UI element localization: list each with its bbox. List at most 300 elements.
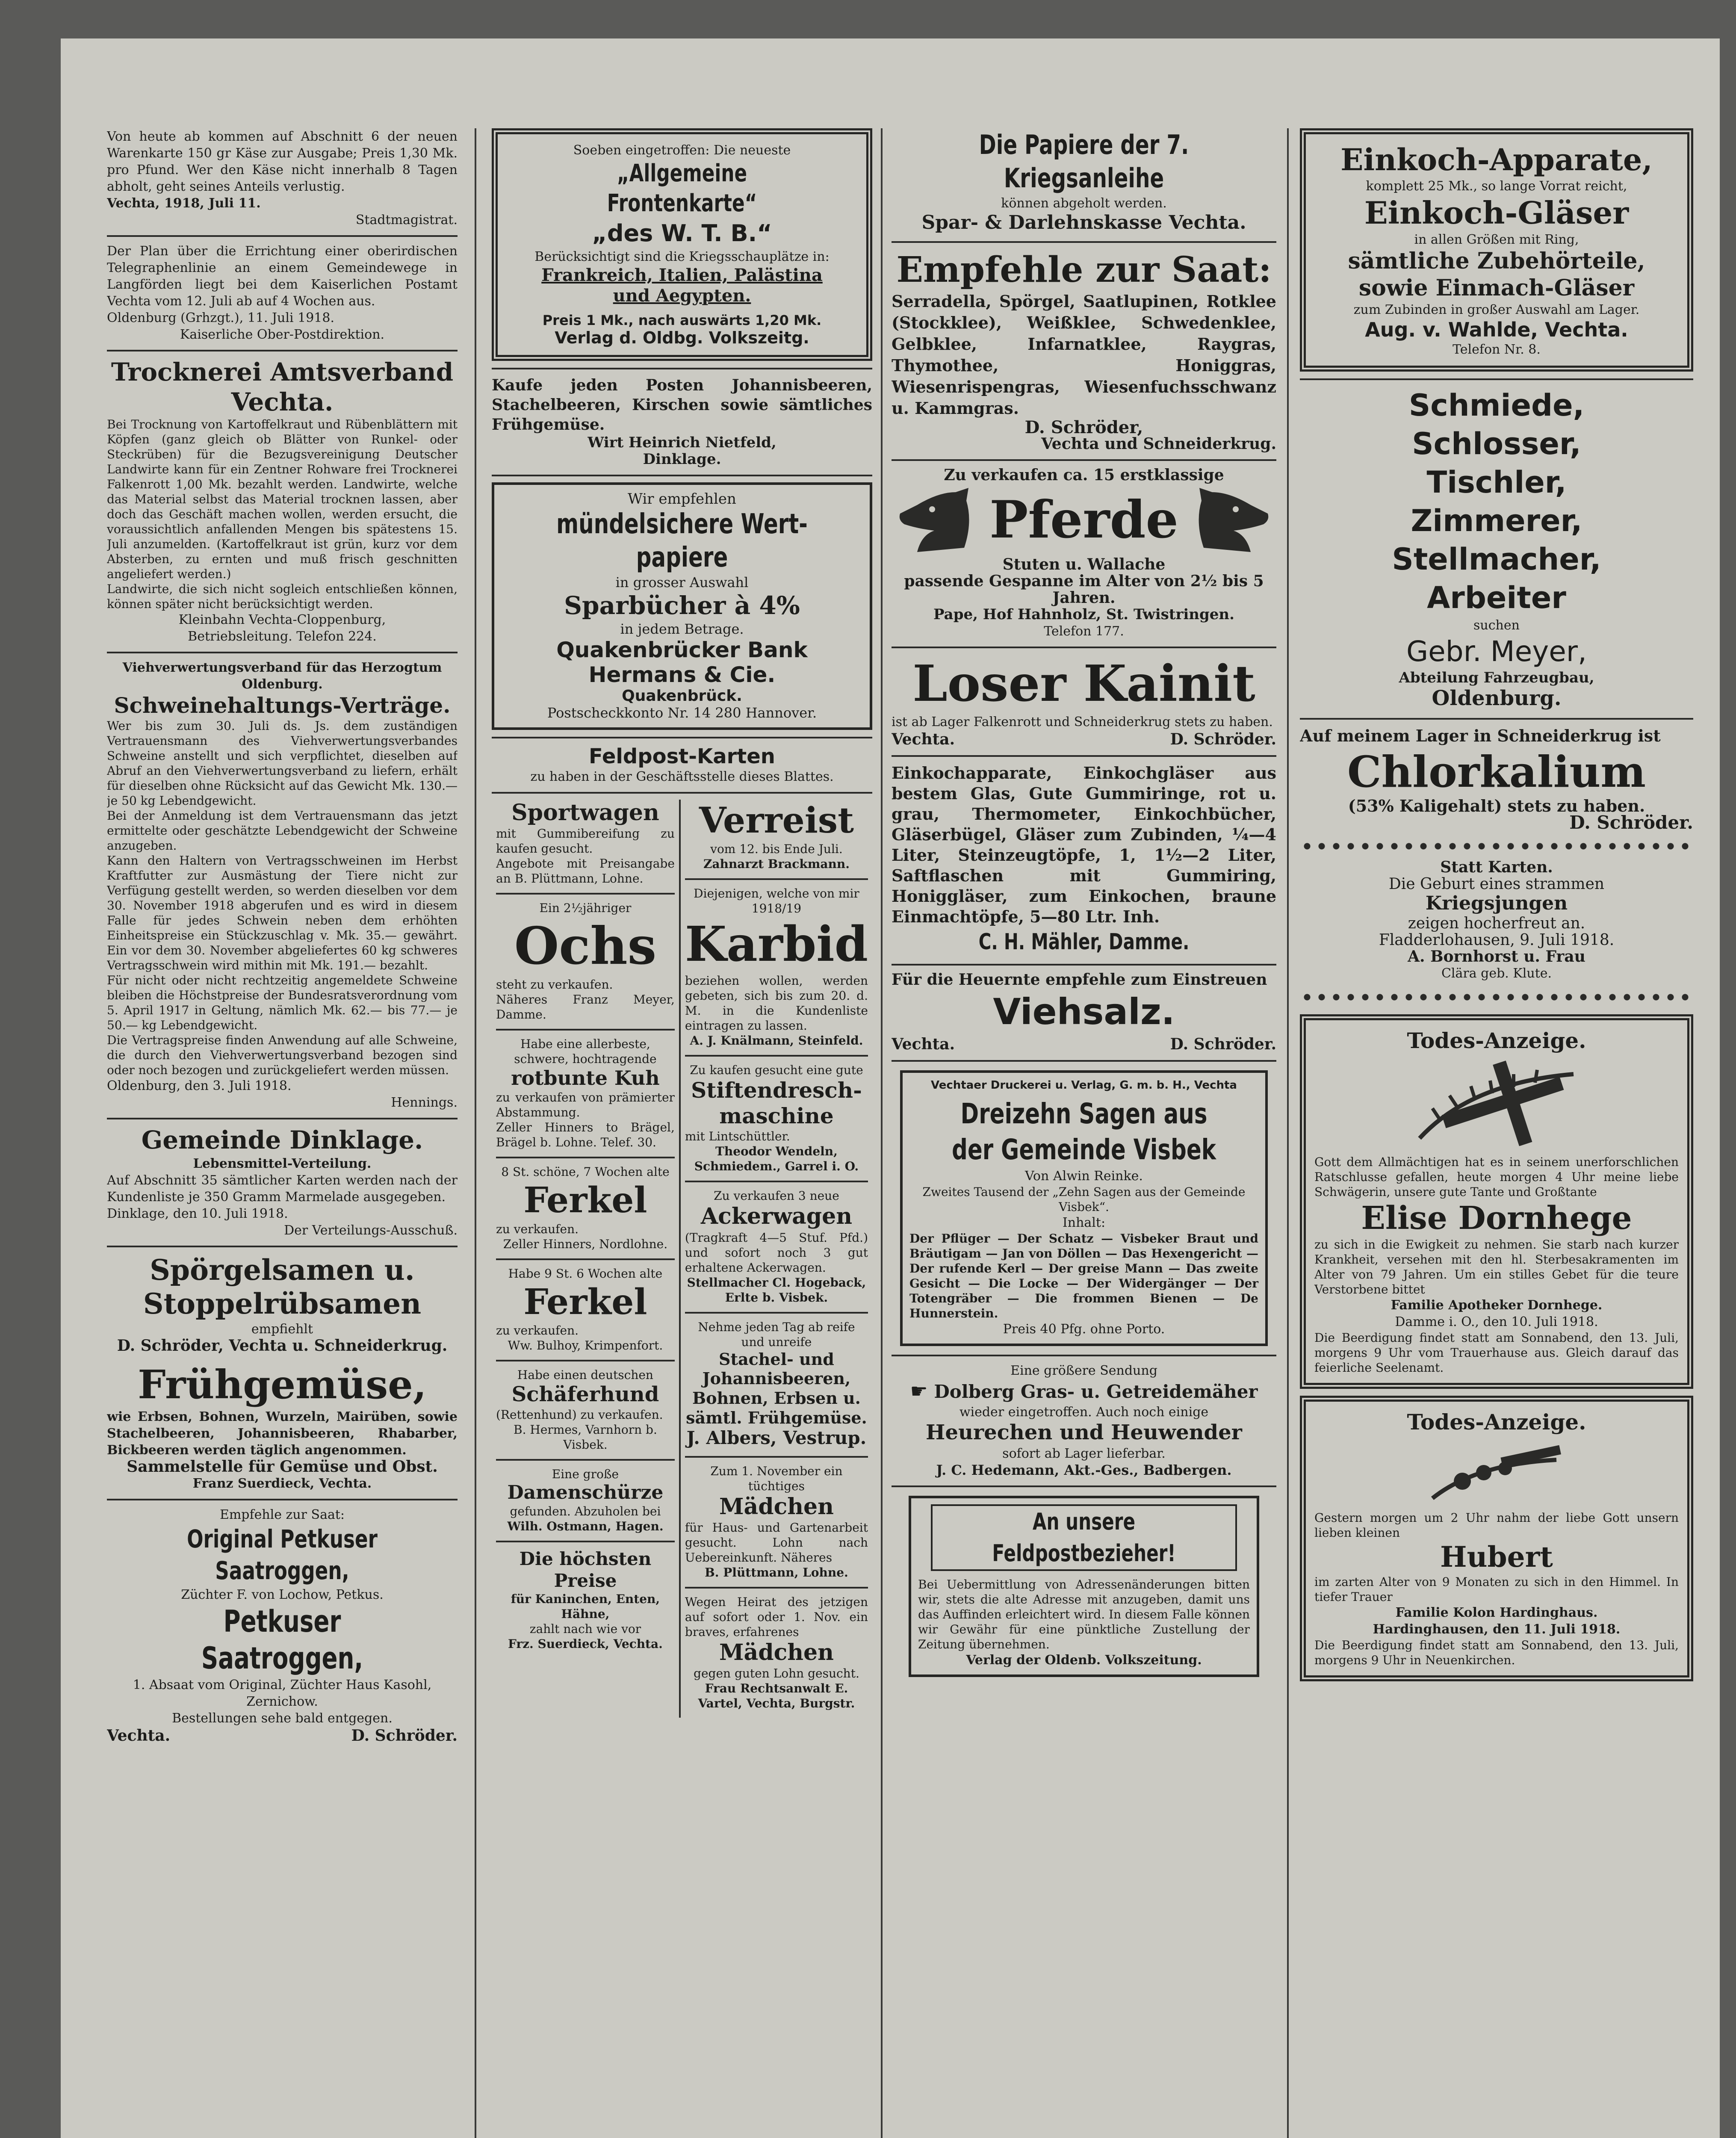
ad-footer [892,730,1276,748]
ad-countries: Frankreich, Italien, Palästina [541,265,823,285]
ad-ferkel [496,1266,675,1353]
ad-title: Schäferhund [511,1382,659,1406]
ad-text: mit Lintschüttler. [685,1129,790,1144]
ad-todes-anzeige-dornhege [1300,1014,1693,1389]
ad-text: 1. Absaat vom Original, Züchter Haus Kasohl, Zernichow. [133,1677,432,1709]
ad-petkus [107,1506,458,1745]
ad-title: Spörgelsamen u. [150,1253,415,1287]
ad-name: Spar- & Darlehnskasse Vechta. [921,212,1246,233]
ad-maedchen [685,1464,868,1580]
ad-top: Wir empfehlen [628,490,736,508]
ad-line: Sammelstelle für Gemüse und Obst. [127,1457,438,1476]
ad-price: Preis 1 Mk., nach auswärts 1,20 Mk. [542,312,822,328]
ad-text: Züchter F. von Lochow, Petkus. [181,1587,384,1602]
ad-text: Bei Trocknung von Kartoffelkraut und Rübenblättern mit Köpfen (ganz gleich ob Blätter von Runkel- oder Steckrüben) für die Bezugsvereinigung Deutscher Landwirte kann für ein Zentner Rohware frei Trocknerei Falkenrott 1,00 Mk. bezahlt werden. Landwirte, welche das Material selbst das Material trocknen lassen, aber doch das Geschäft machen wollen, werden ersucht, die voraussichtlich anfallenden Mengen bis spätestens 15. Juli anzumelden. (Kartoffelkraut ist grün, kurz vor dem Absterben, zu ernten und muß frisch geschnitten angeliefert werden.) [107,417,458,582]
ad-maedchen [685,1595,868,1711]
ad-top: Auf meinem Lager in Schneiderkrug ist [1300,726,1661,745]
ad-text: Bei der Anmeldung ist dem Vertrauensmann das jetzt ermittelte oder geschätzte Lebendgewicht der Schweine anzugeben. [107,809,458,853]
ad-text: Kaufe jeden Posten Johannisbeeren, Stachelbeeren, Kirschen sowie sämtliches Frühgemüse. [492,376,872,434]
divider [892,647,1276,648]
divider [892,459,1276,461]
horse-head-icon [1191,484,1276,556]
ad-title: Pferde [989,490,1178,550]
ad-date: Damme i. O., den 10. Juli 1918. [1395,1314,1598,1330]
ad-name: Franz Suerdieck, Vechta. [192,1476,372,1491]
ad-text: Wer bis zum 30. Juli ds. Js. dem zuständigen Vertrauensmann des Viehverwertungsverbandes Schweine anstellt und sich verpflichtet, dieselben auf Abruf an den Viehverwertungsverband zu liefern, erhält für dieselben ohne Rücksicht auf das Gewicht Mk. 130.— je 50 kg Lebendgewicht. [107,719,458,808]
ad-inhalt: Inhalt: [1062,1215,1106,1231]
ad-text: zu verkaufen. [496,1323,579,1338]
ad-title: mündelsichere Wert- [556,508,808,540]
ad-job: Schmiede, [1408,388,1585,423]
divider [107,1118,458,1119]
ad-text: für Haus- und Gartenarbeit gesucht. Lohn nach Uebereinkunft. Näheres [685,1520,868,1565]
ad-title: Ferkel [523,1180,647,1221]
ad-title: Ochs [514,915,657,976]
ad-name: Quakenbrücker Bank [556,637,808,662]
ad-place: Fladderlohausen, 9. Juli 1918. [1379,931,1615,949]
ad-name: D. Schröder. [1569,812,1693,831]
ad-rotbunte-kuh [496,1037,675,1150]
ad-top: Habe 9 St. 6 Wochen alte [508,1266,663,1281]
ad-text: (Tragkraft 4—5 Stuf. Pfd.) und sofort noch 3 gut erhaltene Ackerwagen. [685,1230,868,1275]
ad-title: Stiftendresch-maschine [691,1078,862,1129]
ad-title: Karbid [685,916,868,972]
ad-text: für Kaninchen, Enten, Hähne, [511,1592,660,1621]
ad-name: Elise Dornhege [1361,1199,1632,1237]
divider [107,1499,458,1500]
ad-text: in jedem Betrage. [620,620,744,637]
cross-flowers-icon [1415,1438,1578,1507]
divider [685,1055,868,1057]
ad-title: Einkoch-Apparate, [1340,142,1653,177]
ad-text: (Rettenhund) zu verkaufen. [496,1407,663,1422]
ad-title: Petkuser Saatroggen, [201,1604,363,1676]
ad-job: Arbeiter [1427,580,1566,616]
ad-text: zu haben in der Geschäftsstelle dieses Blattes. [530,769,834,784]
ad-title: An unsere Feldpostbezieher! [992,1508,1176,1567]
ad-saat [892,249,1276,452]
divider [492,792,872,794]
ad-top: Zum 1. November ein tüchtiges [710,1464,843,1493]
ad-hoechste-preise [496,1548,675,1651]
ad-tel: Telefon Nr. 8. [1453,342,1541,357]
ad-title: der Gemeinde Visbek [951,1133,1216,1166]
ad-name: J. C. Hedemann, Akt.-Ges., Badbergen. [936,1462,1232,1478]
ad-footer [892,1035,1276,1053]
ornamental-border [1300,989,1693,1006]
ad-name: Clära geb. Klute. [1441,966,1552,981]
ad-dinklage [107,1125,458,1239]
ad-top: Für die Heuernte empfehle zum Einstreuen [892,972,1267,989]
ad-text: im zarten Alter von 9 Monaten zu sich in den Himmel. In tiefer Trauer [1314,1574,1679,1604]
ad-name: D. Schröder, Vechta u. Schneiderkrug. [117,1337,448,1355]
divider [892,755,1276,757]
ad-date: Hardinghausen, den 11. Juli 1918. [1373,1621,1621,1637]
column-4 [1300,128,1693,1688]
ad-name: Hubert [1440,1540,1553,1574]
ad-text: Die Beerdigung findet statt am Sonnabend, den 13. Juli, morgens 9 Uhr in Neuenkirchen. [1314,1638,1679,1667]
ad-damenschuerze [496,1467,675,1534]
ad-einkoch-wahlde [1300,128,1693,372]
ad-text: Serradella, Spörgel, Saatlupinen, Rotklee (Stockklee), Weißklee, Schwedenklee, Gelbklee, Infarnatklee, Raygras, Thymothee, Honiggras, Wiesenrispengras, Wiesenfuchsschwanz u. Kammgras. [892,292,1276,418]
divider [1300,378,1693,380]
ad-title: Ferkel [523,1281,647,1323]
ad-line: sämtliche Zubehörteile, [1348,248,1645,275]
ad-price: Preis 40 Pfg. ohne Porto. [1003,1322,1165,1337]
ad-place: Vechta. [107,1726,171,1745]
ad-text: Theodor Wendeln, Schmiedem., Garrel i. O. [694,1144,859,1174]
ad-schaeferhund [496,1367,675,1452]
notice-signature: Stadtmagistrat. [355,213,458,227]
ad-ochs [496,901,675,1022]
divider [892,1060,1276,1062]
ad-date: Oldenburg, den 3. Juli 1918. [107,1078,292,1094]
notice-date: Oldenburg (Grhzgt.), 11. Juli 1918. [107,310,334,325]
ad-family: Familie Kolon Hardinghaus. [1395,1605,1598,1620]
ad-title: Dolberg Gras- u. Getreidemäher [934,1381,1258,1403]
ad-title: Dreizehn Sagen aus [960,1097,1208,1131]
ad-signature: Der Verteilungs-Ausschuß. [284,1223,458,1238]
ad-top: Nehme jeden Tag ab reife und unreife [698,1320,855,1349]
ad-title: Stachel- und Johannisbeeren, Bohnen, Erbsen u. sämtl. Frühgemüse. [686,1349,867,1427]
notice-signature: Kaiserliche Ober-Postdirektion. [180,327,385,342]
ad-footer [107,1727,458,1745]
ad-text: mit Gummibereifung zu kaufen gesucht. [496,826,675,856]
ad-top: Zu verkaufen ca. 15 erstklassige [944,467,1224,484]
ad-text: Frau Rechtsanwalt E. Vartel, Vechta, Burgstr. [698,1681,855,1711]
ad-text: zahlt nach wie vor [529,1622,641,1636]
ad-text: Ww. Bulhoy, Krimpenfort. [508,1338,663,1352]
ad-name: Gebr. Meyer, [1406,635,1587,668]
ad-text: Landwirte, die sich nicht sogleich entschließen können, können später nicht berücksichtigt werden. [107,582,458,611]
ad-top: Vechtaer Druckerei u. Verlag, G. m. b. H., Vechta [931,1079,1237,1092]
divider [496,1258,675,1260]
ad-spoergelsamen [107,1253,458,1354]
ad-top: Empfehle zur Saat: [219,1507,345,1522]
ad-viehsalz [892,972,1276,1053]
divider [492,475,872,476]
ad-text: Berücksichtigt sind die Kriegsschauplätze in: [534,249,830,264]
ad-text: Gestern morgen um 2 Uhr nahm der liebe Gott unsern lieben kleinen [1314,1511,1679,1540]
ad-date: Dinklage, den 10. Juli 1918. [107,1206,288,1221]
divider [496,1157,675,1158]
ad-title: Verreist [699,800,854,841]
divider [107,350,458,351]
ad-feldpost [492,744,872,785]
divider [107,235,458,237]
ad-text: gegen guten Lohn gesucht. [694,1666,859,1681]
ad-stiftendreschmaschine [685,1063,868,1174]
divider [892,1355,1276,1356]
ad-sportwagen [496,800,675,886]
notice-text: Der Plan über die Errichtung einer oberirdischen Telegraphenlinie an einem Gemeindewege in Langförden liegt bei dem Kaiserlichen Postamt Vechta vom 12. Juli ab auf 4 Wochen aus. [107,244,458,309]
ad-schweinehaltung [107,659,458,1111]
ad-text: Die Geburt eines strammen [1388,875,1605,893]
ad-title: rotbunte Kuh [511,1066,660,1090]
small-ads-right [681,800,872,1718]
ad-text: Auf Abschnitt 35 sämtlicher Karten werden nach der Kundenliste je 350 Gramm Marmelade ausgegeben. [107,1172,458,1205]
ad-text: Angebote mit Preisangabe an B. Plüttmann, Lohne. [496,856,675,886]
ad-text: Für nicht oder nicht rechtzeitig angemeldete Schweine bleiben die Höchstpreise der Bundesratsverordnung vom 5. April 1917 in Geltung, nämlich Mk. 62.— bis 77.— je 50.— kg Lebendgewicht. [107,973,458,1033]
ad-title: Todes-Anzeige. [1407,1028,1586,1053]
ad-signature: Betriebsleitung. Telefon 224. [188,629,377,644]
ad-title: Mädchen [719,1639,834,1666]
divider [892,964,1276,966]
divider [1300,718,1693,720]
ad-text: Wilh. Ostmann, Hagen. [507,1519,664,1534]
ad-top: Zu kaufen gesucht eine gute [690,1063,863,1078]
ad-title: Original Petkuser Saatroggen, [187,1524,378,1585]
ad-albers [685,1320,868,1449]
column-2 [492,128,872,1718]
ad-name: A. Bornhorst u. Frau [1408,947,1585,966]
ad-gebr-meyer [1300,386,1693,711]
ad-title: Chlorkalium [1347,746,1646,797]
ad-place: Vechta. [892,730,955,749]
ad-text: zum Zubinden in großer Auswahl am Lager. [1353,302,1640,318]
divider [685,878,868,880]
divider [685,1181,868,1182]
ad-tel: Telefon 177. [1044,624,1124,639]
ad-dreizehn-sagen [900,1070,1268,1346]
notice-date: Vechta, 1918, Juli 11. [107,196,261,211]
ad-place: Vechta. [892,1035,955,1054]
ad-text: Zeller Hinners to Brägel, Brägel b. Lohne. Telef. 30. [496,1120,675,1150]
ad-top: Soeben eingetroffen: Die neueste [573,143,791,158]
divider [685,1312,868,1314]
ad-countries: und Aegypten. [613,286,751,306]
ad-family: Familie Apotheker Dornhege. [1391,1298,1603,1313]
ad-name: D. Schröder. [1170,1035,1276,1054]
ad-title: Viehsalz. [993,991,1175,1033]
ad-text: steht zu verkaufen. [496,977,613,992]
column-rule [1287,128,1289,2138]
notice-telegraph [107,243,458,343]
ad-title: Feldpost-Karten [589,744,775,768]
small-ads-grid [492,800,872,1718]
ad-top: Habe eine allerbeste, schwere, hochtragende [514,1037,657,1066]
ad-signature: Hennings. [391,1095,458,1110]
ad-ackerwagen [685,1188,868,1305]
ad-dolberg [892,1362,1276,1479]
ad-feldpostbezieher [909,1496,1259,1677]
divider [496,1360,675,1361]
ad-top: Diejenigen, welche von mir 1918/19 [694,886,859,915]
ad-text: Zahnarzt Brackmann. [703,856,850,871]
ad-spar: Sparbücher à 4% [564,591,800,620]
ad-text: Die Beerdigung findet statt am Sonnabend, den 13. Juli, morgens 9 Uhr vom Trauerhause aus. Gleich darauf das feierliche Seelenamt. [1314,1331,1679,1375]
ad-name: D. Schröder, [1024,417,1143,438]
ad-text: Gott dem Allmächtigen hat es in seinem unerforschlichen Ratschlusse gefallen, heute morgen 4 Uhr meine liebe Schwägerin, unsere gute Tante und Großtante [1314,1155,1679,1199]
ad-text: zu verkaufen von prämierter Abstammung. [496,1090,675,1120]
ad-text: Bei Uebermittlung von Adressenänderungen bitten wir, stets die alte Adresse mit anzugeben, damit uns das Auffinden erleichtert wird. In diesem Falle können wir Gewähr für eine pünktliche Zustellung der Zeitung übernehmen. [918,1577,1250,1651]
ad-line: sowie Einmach-Gläser [1358,275,1635,301]
column-3 [892,128,1276,1686]
ad-kriegsanleihe [892,128,1276,234]
ad-top: Zu verkaufen 3 neue [714,1189,839,1203]
ad-fruehgemuese [107,1361,458,1491]
ad-title: Schweinehaltungs-Verträge. [114,693,451,718]
ad-text: komplett 25 Mk., so lange Vorrat reicht, [1366,179,1627,194]
ad-text: A. J. Knälmann, Steinfeld. [690,1034,863,1048]
ad-text: Kann den Haltern von Vertragsschweinen im Herbst Kraftfutter zur Ausmästung der Tiere nicht zur Verfügung gestellt werden, so werden dieselben vor dem 30. November 1918 abgerufen und es wird in diesem Falle für jedes Schwein neben dem erhöhten Einheitspreise ein Stückzuschlag v. Mk. 35.— gewährt. Ein vor dem 30. November abgeliefertes 60 kg schweres Vertragsschwein wird mithin mit Mk. 191.— bezahlt. [107,853,458,973]
ad-kainit [892,654,1276,748]
ad-text: B. Plüttmann, Lohne. [705,1565,848,1580]
ad-name: Hermans & Cie. [588,662,776,687]
ad-title: Damenschürze [507,1481,664,1503]
divider [496,1459,675,1461]
ad-nietfeld [492,375,872,468]
ad-title: Stoppelrübsamen [143,1287,422,1320]
ad-einkochapparate-maehler [892,763,1276,957]
ad-text: Zeller Hinners, Nordlohne. [503,1237,668,1251]
ad-list: Der Pflüger — Der Schatz — Visbeker Braut und Bräutigam — Jan von Döllen — Das Hexengericht — Der rufende Kerl — Der greise Mann — Das zweite Gesicht — Die Locke — Der Widergänger — Der Totengräber — Die frommen Bienen — De Hunnerstein. [909,1231,1258,1321]
ad-name: Pape, Hof Hahnholz, St. Twistringen. [933,606,1234,623]
ad-text: B. Hermes, Varnhorn b. Visbek. [514,1422,657,1452]
notice-text: Von heute ab kommen auf Abschnitt 6 der neuen Warenkarte 150 gr Käse zur Ausgabe; Preis 1,30 Mk. pro Pfund. Wer den Käse nicht innerhalb 8 Tagen abholt, geht seines Anteils verlustig. [107,129,458,194]
ad-header: Viehverwertungsverband für das Herzogtum Oldenburg. [122,660,442,692]
ad-text: Bestellungen sehe bald entgegen. [172,1710,393,1726]
ad-chlorkalium [1300,726,1693,831]
ad-top: 8 St. schöne, 7 Wochen alte [501,1165,670,1179]
ad-title: Heurechen und Heuwender [926,1420,1242,1445]
horse-head-icon [892,484,977,556]
ad-place: Oldenburg. [1432,686,1562,711]
ad-place: Quakenbrück. [622,687,742,705]
ad-title: Trocknerei Amtsverband Vechta. [111,357,454,416]
divider [685,1587,868,1589]
ad-top: Statt Karten. [1440,859,1553,876]
ad-text: Einkochapparate, Einkochgläser aus bestem Glas, Gute Gummiringe, rot u. grau, Thermometer, Einkochbücher, Gläserbügel, Gläser zum Zubinden, ¼—4 Liter, Steinzeugtöpfe, 1, 1½—2 Liter, Saftflaschen mit Gummiring, Honiggläser, zum Einkochen, braune Einmachtöpfe, 5—80 Ltr. Inh. [892,763,1276,927]
ad-sub: suchen [1473,618,1520,633]
divider [496,1541,675,1542]
divider [892,241,1276,243]
ad-text: können abgeholt werden. [1001,196,1167,211]
ad-ferkel [496,1164,675,1251]
ad-publisher: Verlag d. Oldbg. Volkszeitg. [555,328,809,347]
ad-title: Todes-Anzeige. [1407,1409,1586,1435]
ad-text: passende Gespanne im Alter von 2½ bis 5 Jahren. [904,572,1264,607]
ad-job: Stellmacher, [1392,542,1601,577]
ad-text: sofort ab Lager lieferbar. [1002,1446,1166,1461]
ad-text: (53% Kaligehalt) stets zu haben. [1348,796,1645,815]
ad-job: Schlosser, [1412,426,1581,462]
ad-title: „Allgemeine Frontenkarte“ [607,159,757,217]
ad-dept: Abteilung Fahrzeugbau, [1399,669,1594,687]
divider [496,1029,675,1031]
ad-text: ist ab Lager Falkenrott und Schneiderkrug stets zu haben. [892,715,1273,730]
divider [492,368,872,369]
ad-todes-anzeige-hubert [1300,1396,1693,1681]
ad-text: zeigen hocherfreut an. [1408,914,1585,932]
ad-text: Die Vertragspreise finden Anwendung auf alle Schweine, die durch den Viehverwertungsverband bezogen sind oder noch bezogen und zurückgeliefert werden müssen. [107,1033,458,1078]
column-rule [881,128,883,2138]
ad-frontenkarte [492,128,872,361]
ad-job: Tischler, [1426,465,1567,500]
ad-text: vom 12. bis Ende Juli. [710,842,843,856]
ad-geburt [1300,859,1693,982]
ad-title: Mädchen [719,1493,834,1520]
ad-name: C. H. Mähler, Damme. [978,929,1190,955]
ad-top: Wegen Heirat des jetzigen auf sofort oder 1. Nov. ein braves, erfahrenes [685,1595,868,1639]
ad-name: Verlag der Oldenb. Volkszeitung. [966,1652,1202,1668]
ad-konto: Postscheckkonto Nr. 14 280 Hannover. [547,704,817,721]
ad-top: Eine große [552,1467,619,1481]
ad-trocknerei [107,357,458,645]
ad-name: D. Schröder. [351,1726,458,1745]
ad-title: papiere [636,542,728,573]
ad-signature: Kleinbahn Vechta-Cloppenburg, [178,612,386,628]
ad-author: Von Alwin Reinke. [1025,1169,1143,1184]
divider [492,737,872,738]
ad-title: Loser Kainit [912,655,1255,713]
divider [496,893,675,895]
ad-quakenbruecker-bank [492,482,872,730]
column-1 [107,128,458,1751]
ad-name: Wirt Heinrich Nietfeld, [588,434,776,451]
ad-sub: Zweites Tausend der „Zehn Sagen aus der Gemeinde Visbek“. [922,1185,1246,1214]
divider [685,1456,868,1458]
ad-text: gefunden. Abzuholen bei [510,1504,661,1519]
ad-title: Die Papiere der 7. Kriegsanleihe [979,129,1189,194]
cross-palm-icon [1407,1057,1586,1151]
ad-sub: Stuten u. Wallache [1002,555,1166,574]
ad-text: beziehen wollen, werden gebeten, sich bis zum 20. d. M. in die Kundenliste eintragen zu lassen. [685,974,868,1033]
divider [107,1246,458,1247]
ad-text: empfiehlt [251,1322,313,1337]
ad-title: Kriegsjungen [1425,892,1568,914]
ad-text: wieder eingetroffen. Auch noch einige [959,1405,1209,1420]
ad-title: „des W. T. B.“ [592,220,772,247]
ad-text: in grosser Auswahl [615,574,749,591]
ad-text: Stellmacher Cl. Hogeback, Erlte b. Visbek. [687,1275,866,1305]
ad-verreist [685,800,868,871]
divider [892,1485,1276,1487]
pointing-hand-icon: ☛ [910,1379,934,1403]
ad-text: wie Erbsen, Bohnen, Wurzeln, Mairüben, sowie Stachelbeeren, Johannisbeeren, Rhabarber, Bickbeeren werden täglich angenommen. [107,1409,458,1458]
ad-top: Eine größere Sendung [1010,1363,1157,1379]
ad-subtitle: Lebensmittel-Verteilung. [193,1156,372,1171]
small-ads-left [492,800,681,1718]
ad-name: D. Schröder. [1170,730,1276,749]
ad-place: Vechta und Schneiderkrug. [1041,435,1276,453]
ad-title: Gemeinde Dinklage. [141,1125,423,1155]
notice-cheese [107,128,458,228]
ad-pferde [892,467,1276,640]
ad-title: Einkoch-Gläser [1364,195,1629,231]
ad-top: Ein 2½jähriger [539,901,632,915]
ad-place: Dinklage. [643,451,721,468]
ad-text: zu verkaufen. [496,1222,579,1236]
ad-text: J. Albers, Vestrup. [686,1427,867,1449]
ad-karbid [685,886,868,1048]
ad-text: zu sich in die Ewigkeit zu nehmen. Sie starb nach kurzer Krankheit, versehen mit den hl. Sterbesakramenten im Alter von 79 Jahren. Um ein stilles Gebet für die teure Verstorbene bittet [1314,1237,1679,1297]
ad-title: Sportwagen [511,799,659,826]
ornamental-border [1300,838,1693,855]
ad-title: Ackerwagen [700,1203,853,1230]
ad-text: Näheres Franz Meyer, Damme. [496,992,675,1022]
ad-text: in allen Größen mit Ring, [1414,232,1579,248]
ad-title: Frühgemüse, [138,1361,427,1408]
ad-top: Habe einen deutschen [517,1367,653,1382]
ad-job: Zimmerer, [1411,503,1582,539]
ad-name: Aug. v. Wahlde, Vechta. [1365,318,1628,342]
divider [107,652,458,653]
column-rule [475,128,476,2138]
ad-title: Empfehle zur Saat: [896,249,1272,290]
ad-text: Frz. Suerdieck, Vechta. [508,1637,663,1651]
ad-title: Die höchsten Preise [519,1548,652,1591]
